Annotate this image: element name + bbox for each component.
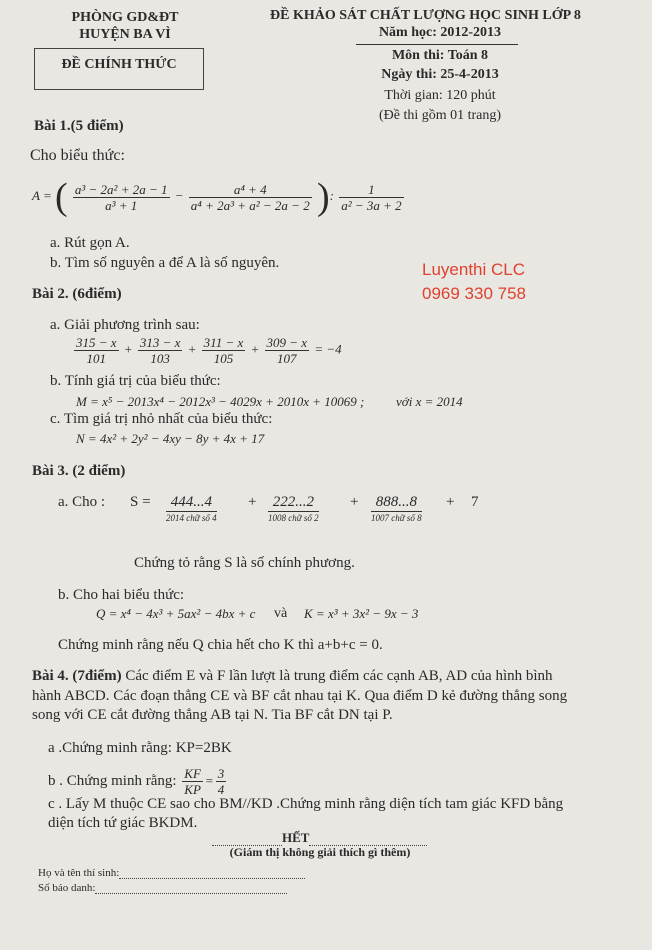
bai2-part-a: a. Giải phương trình sau: — [50, 317, 200, 333]
bai4-text-1: Các điểm E và F lần lượt là trung điểm các cạnh AB, AD của hình bình — [125, 668, 553, 684]
ratio-equals: = — [204, 772, 214, 788]
department-name: PHÒNG GD&ĐT — [71, 10, 179, 25]
ratio-value-den: 4 — [217, 782, 225, 797]
bai1-formula — [32, 178, 406, 216]
candidate-id-line[interactable] — [95, 893, 287, 894]
candidate-id-label: Số báo danh: — [38, 882, 96, 894]
eq-term-1-num: 315 − x — [76, 335, 117, 350]
end-marker — [212, 830, 427, 846]
bai4-part-c-1: c . Lấy M thuộc CE sao cho BM//KD .Chứng minh rằng diện tích tam giác KFD bằng — [48, 796, 564, 812]
ratio-num: KF — [184, 766, 201, 781]
bai3-term-1 — [166, 494, 217, 524]
page-count: (Đề thi gồm 01 trang) — [378, 108, 502, 123]
bai4-line-1 — [32, 668, 627, 685]
bai3-q-expression: Q = x⁴ − 4x³ + 5ax² − 4bx + c — [96, 606, 256, 621]
ratio-den: KP — [184, 782, 201, 797]
close-paren: ) — [316, 176, 330, 218]
bai3-plus-1: + — [248, 494, 257, 510]
plus-sign-3: + — [250, 341, 260, 357]
minus-sign: − — [174, 187, 184, 203]
term-1-subscript: 2014 chữ số 4 — [166, 513, 217, 523]
bai4-part-b-label: b . Chứng minh rằng: — [48, 772, 177, 789]
bai2-title: Bài 2. (6điểm) — [32, 286, 122, 302]
eq-term-1 — [74, 335, 119, 366]
bai3-prove-b: Chứng minh rằng nếu Q chia hết cho K thì a+b+c = 0. — [58, 637, 383, 653]
formula-lhs: A = — [32, 187, 52, 203]
bai2-equation — [72, 335, 342, 366]
bai4-text-3: song với CE cắt đường thẳng AB tại N. Tia BF cắt DN tại P. — [32, 707, 393, 723]
open-paren: ( — [54, 176, 68, 218]
bai4-part-c-2: diện tích tứ giác BKDM. — [48, 815, 198, 831]
eq-term-1-den: 101 — [86, 351, 107, 366]
bai3-plus-3: + — [446, 494, 455, 510]
fraction-1 — [73, 182, 170, 213]
bai1-title: Bài 1.(5 điểm) — [34, 118, 124, 134]
eq-term-4-num: 309 − x — [266, 335, 308, 350]
eq-term-2 — [138, 335, 183, 366]
plus-sign-1: + — [123, 341, 133, 357]
ratio-value-num: 3 — [217, 766, 225, 781]
fraction-2 — [189, 182, 312, 213]
district-name: HUYỆN BA VÌ — [79, 27, 171, 42]
plus-sign-2: + — [187, 341, 197, 357]
bai1-part-a: a. Rút gọn A. — [50, 235, 130, 251]
fraction-2-num: a⁴ + 4 — [189, 182, 312, 198]
bai2-n-expression: N = 4x² + 2y² − 4xy − 8y + 4x + 17 — [76, 431, 265, 446]
fraction-3-num: 1 — [339, 182, 403, 198]
candidate-name-row — [38, 867, 305, 879]
term-2-subscript: 1008 chữ số 2 — [268, 513, 319, 523]
division-sign: : — [329, 187, 334, 203]
bai3-plus-2: + — [350, 494, 359, 510]
bai4-part-a: a .Chứng minh rằng: KP=2BK — [48, 740, 232, 756]
term-3-subscript: 1007 chữ số 8 — [371, 513, 422, 523]
candidate-id-row — [38, 882, 287, 894]
exam-duration: Thời gian: 120 phút — [384, 88, 496, 103]
bai2-m-expression: M = x⁵ − 2013x⁴ − 2012x³ − 4029x + 2010x + 10069 ; — [76, 394, 365, 409]
fraction-1-den: a³ + 1 — [105, 197, 138, 213]
eq-term-3 — [202, 335, 246, 366]
proctor-note: (Giám thị không giải thích gì thêm) — [229, 845, 411, 859]
eq-term-3-num: 311 − x — [203, 335, 244, 350]
eq-term-4-den: 107 — [277, 351, 297, 366]
ratio-kf-kp — [182, 766, 203, 797]
eq-term-3-den: 105 — [213, 351, 234, 366]
header-divider — [356, 44, 518, 45]
fraction-1-num: a³ − 2a² + 2a − 1 — [74, 181, 168, 197]
bai4-title: Bài 4. (7điểm) — [32, 668, 122, 684]
term-1-digits: 444...4 — [166, 494, 217, 512]
bai4-text-2: hành ABCD. Các đoạn thẳng CE và BF cắt nhau tại K. Qua điểm D kẻ đường thẳng song — [32, 688, 568, 704]
end-text: HẾT — [282, 830, 310, 845]
bai3-term-3 — [371, 494, 422, 524]
fraction-3-den: a² − 3a + 2 — [341, 197, 402, 213]
bai2-part-c: c. Tìm giá trị nhỏ nhất của biểu thức: — [50, 411, 273, 427]
bai3-part-b-label: b. Cho hai biểu thức: — [58, 587, 185, 603]
eq-term-2-den: 103 — [150, 351, 170, 366]
bai3-k-expression: K = x³ + 3x² − 9x − 3 — [304, 606, 419, 621]
bai3-term-2 — [268, 494, 319, 524]
term-3-digits: 888...8 — [371, 494, 422, 512]
bai1-intro: Cho biểu thức: — [30, 147, 125, 164]
watermark-line1: Luyenthi CLC — [422, 260, 526, 279]
fraction-3 — [339, 182, 403, 213]
bai3-seven: 7 — [471, 494, 479, 510]
bai3-s-equals: S = — [130, 494, 151, 510]
eq-term-2-num: 313 − x — [139, 335, 181, 350]
term-2-digits: 222...2 — [268, 494, 319, 512]
eq-term-4 — [265, 335, 310, 366]
candidate-name-label: Họ và tên thí sinh: — [38, 867, 120, 879]
bai3-and: và — [274, 606, 288, 621]
school-year: Năm học: 2012-2013 — [378, 25, 502, 40]
candidate-name-line[interactable] — [119, 878, 305, 879]
bai1-part-b: b. Tìm số nguyên a để A là số nguyên. — [50, 255, 280, 271]
exam-date: Ngày thi: 25-4-2013 — [381, 67, 499, 82]
bai3-prove-a: Chứng tỏ rằng S là số chính phương. — [134, 555, 355, 571]
fraction-2-den: a⁴ + 2a³ + a² − 2a − 2 — [190, 197, 310, 213]
exam-title: ĐỀ KHẢO SÁT CHẤT LƯỢNG HỌC SINH LỚP 8 — [270, 8, 581, 23]
ratio-3-4 — [216, 766, 227, 797]
eq-rhs: = −4 — [314, 341, 342, 357]
watermark-line2: 0969 330 758 — [422, 284, 526, 303]
bai2-part-b: b. Tính giá trị của biểu thức: — [50, 373, 221, 389]
subject: Môn thi: Toán 8 — [391, 48, 489, 63]
bai4-part-b — [48, 766, 228, 797]
bai3-part-a-label: a. Cho : — [58, 494, 106, 510]
bai3-title: Bài 3. (2 điểm) — [32, 463, 126, 479]
official-stamp-box: ĐỀ CHÍNH THỨC — [34, 48, 204, 90]
bai2-m-condition: với x = 2014 — [396, 394, 463, 409]
